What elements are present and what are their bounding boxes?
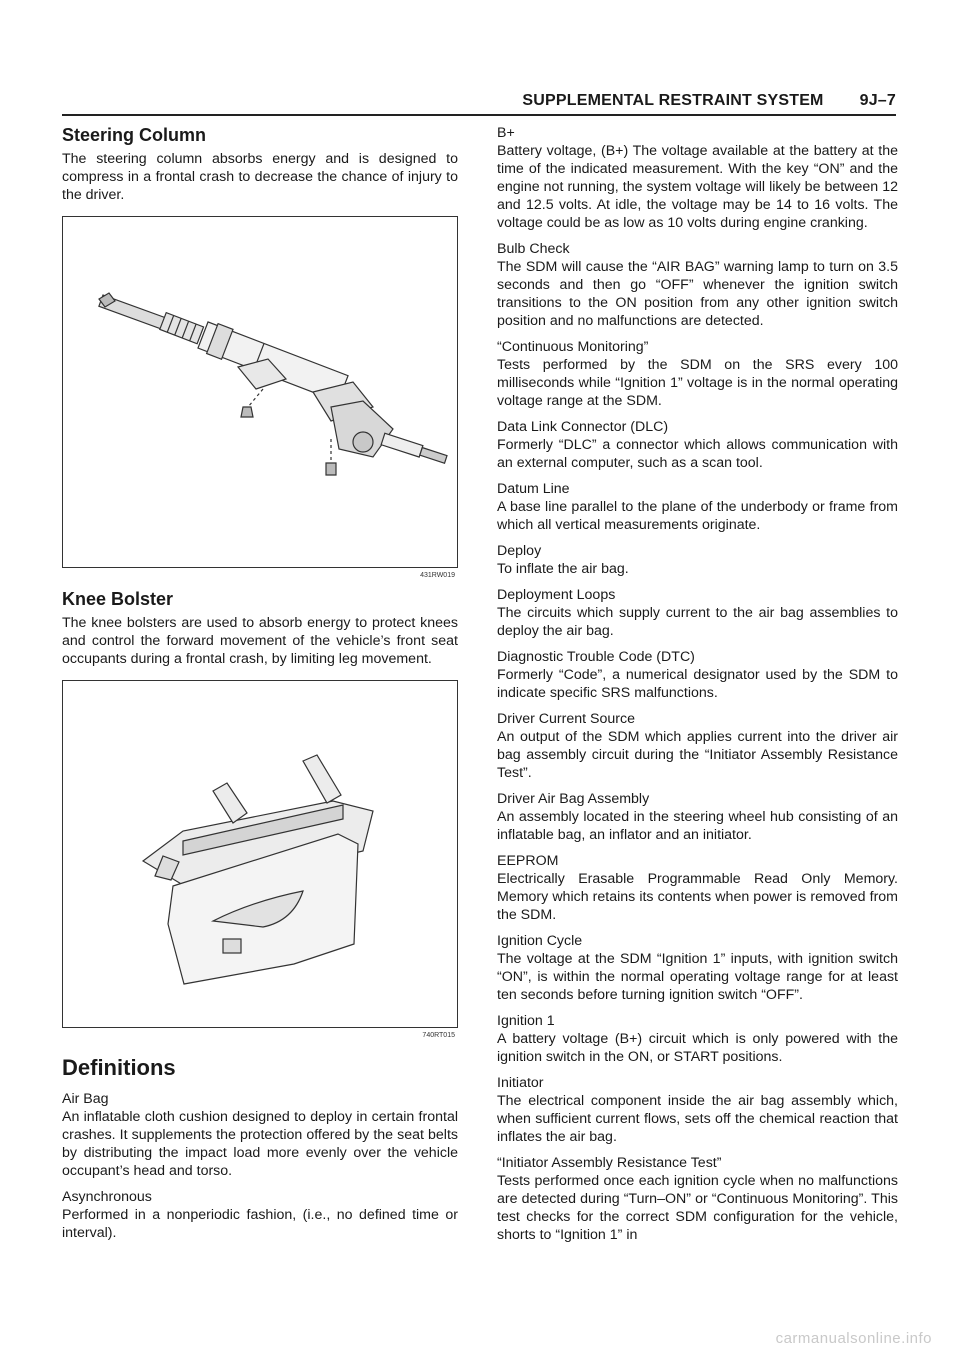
section-title: SUPPLEMENTAL RESTRAINT SYSTEM [522,92,824,109]
definition-term: B+ [497,125,515,141]
definition-desc: The voltage at the SDM “Ignition 1” inputs, with ignition switch “ON”, is within the normal operating voltage range for at least ten seconds before turning ignition switch “OFF”. [497,951,898,1003]
definition-item [62,1188,458,1242]
figure-code: 431RW019 [420,572,455,579]
page-header [480,92,896,110]
definition-desc: Electrically Erasable Programmable Read Only Memory. Memory which retains its contents when power is removed from the SDM. [497,871,898,923]
definition-term: EEPROM [497,853,559,869]
definition-term: Driver Air Bag Assembly [497,791,650,807]
definition-desc: The electrical component inside the air bag assembly which, when sufficient current flows, sets off the chemical reaction that inflates the air bag. [497,1093,898,1145]
definition-term: Deployment Loops [497,587,616,603]
definition-item [497,648,898,702]
definition-item [497,932,898,1004]
knee-bolster-heading: Knee Bolster [62,589,174,609]
definition-item [497,1012,898,1066]
definition-item [497,790,898,844]
knee-bolster-figure [62,680,458,1039]
definition-desc: An inflatable cloth cushion designed to deploy in certain frontal crashes. It supplements the protection offered by the seat belts by distributing the impact load more evenly over the vehicle occupant’s head and torso. [62,1109,458,1179]
definition-item [497,586,898,640]
definition-desc: To inflate the air bag. [497,561,629,577]
steering-column-drawing [63,217,459,569]
definition-item [497,1074,898,1146]
steering-column-figure [62,216,458,579]
steering-column-text: The steering column absorbs energy and is designed to compress in a frontal crash to decrease the chance of injury to the driver. [62,151,458,203]
definition-desc: An output of the SDM which applies current into the driver air bag assembly circuit during the “Initiator Assembly Resistance Test”. [497,729,898,781]
definition-term: “Initiator Assembly Resistance Test” [497,1155,722,1171]
page-number: 9J–7 [859,92,896,109]
definition-desc: Formerly “Code”, a numerical designator used by the SDM to indicate specific SRS malfunctions. [497,667,898,701]
definition-term: Initiator [497,1075,544,1091]
definition-desc: An assembly located in the steering wheel hub consisting of an inflatable bag, an inflator and an initiator. [497,809,898,843]
header-rule [62,114,896,116]
definition-desc: A base line parallel to the plane of the underbody or frame from which all vertical measurements originate. [497,499,898,533]
definition-term: Diagnostic Trouble Code (DTC) [497,649,695,665]
definition-term: Datum Line [497,481,570,497]
definition-item [62,1090,458,1180]
definition-item [497,124,898,232]
definition-item [497,710,898,782]
definition-desc: Tests performed once each ignition cycle when no malfunctions are detected during “Turn–ON” or “Continuous Monitoring”. This test checks for the correct SDM configuration for the vehicle, shorts to “Ignition 1” in [497,1173,898,1243]
definition-term: Bulb Check [497,241,570,257]
definition-item [497,852,898,924]
definition-item [497,240,898,330]
definition-term: Air Bag [62,1091,109,1107]
definition-term: Asynchronous [62,1189,152,1205]
definition-item [497,418,898,472]
definition-term: Driver Current Source [497,711,635,727]
knee-bolster-drawing [63,681,459,1029]
left-definitions [62,1090,458,1242]
definition-desc: Battery voltage, (B+) The voltage available at the battery at the time of the indicated measurement. With the key “ON” and the engine not running, the system voltage will likely be between 12 and 12.5 volts. At idle, the voltage may be 14 to 16 volts. The voltage could be as low as 10 volts during engine cranking. [497,143,898,231]
knee-bolster-text: The knee bolsters are used to absorb energy to protect knees and control the forward movement of the vehicle’s front seat occupants during a frontal crash, by limiting leg movement. [62,615,458,667]
definition-term: Data Link Connector (DLC) [497,419,669,435]
steering-column-heading: Steering Column [62,125,207,145]
definition-desc: The SDM will cause the “AIR BAG” warning lamp to turn on 3.5 seconds and then go “OFF” whenever the ignition switch transitions to the ON position from any other ignition switch position and no malfunctions are detected. [497,259,898,329]
definition-term: “Continuous Monitoring” [497,339,649,355]
definition-desc: A battery voltage (B+) circuit which is only powered with the ignition switch in the ON, or START positions. [497,1031,898,1065]
watermark: carmanualsonline.info [775,1330,932,1347]
definition-desc: Tests performed by the SDM on the SRS every 100 milliseconds while “Ignition 1” voltage is in the normal operating voltage range at the SDM. [497,357,898,409]
right-column-definitions [497,124,898,1252]
definition-desc: Performed in a nonperiodic fashion, (i.e., no defined time or interval). [62,1207,458,1241]
definition-item [497,338,898,410]
definition-item [497,480,898,534]
definition-desc: Formerly “DLC” a connector which allows communication with an external computer, such as a scan tool. [497,437,898,471]
definition-item [497,542,898,578]
figure-code: 740RT015 [422,1032,455,1039]
definitions-heading: Definitions [62,1055,176,1080]
definition-term: Deploy [497,543,542,559]
definition-desc: The circuits which supply current to the air bag assemblies to deploy the air bag. [497,605,898,639]
definition-item [497,1154,898,1244]
definition-term: Ignition Cycle [497,933,583,949]
definition-term: Ignition 1 [497,1013,555,1029]
left-column [62,124,458,1250]
